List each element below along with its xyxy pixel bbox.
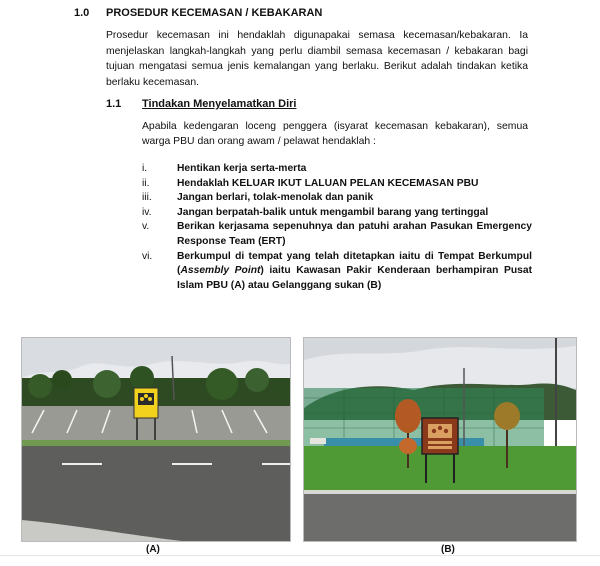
- road: [304, 494, 576, 541]
- list-item: [142, 220, 532, 249]
- list-text-part: ) iaitu Kawasan Pakir Kenderaan berhampiran Pusat Islam PBU (A) atau Gelanggang sukan (B): [177, 265, 532, 291]
- list-text: Hendaklah KELUAR IKUT LALUAN PELAN KECEMASAN PBU: [177, 177, 479, 189]
- list-item: [142, 191, 532, 206]
- list-marker: vi.: [142, 250, 153, 262]
- page-bottom-edge: [0, 555, 600, 566]
- list-marker: iii.: [142, 192, 152, 204]
- list-marker: ii.: [142, 177, 150, 189]
- assembly-place-label: Tempat Berkumpul: [438, 250, 532, 262]
- section-intro: Prosedur kecemasan ini hendaklah digunapakai semasa kecemasan/kebakaran. Ia menjelaskan langkah-langkah yang perlu diambil semasa kecemasan / kebakaran bagi tujuan mengatasi semua jenis kemalangan yang berlaku. Berikut adalah tindakan ketika berlaku kecemasan.: [106, 30, 528, 88]
- figure-caption-b: (B): [441, 544, 455, 555]
- section-number: 1.0: [74, 7, 90, 19]
- list-text: Berikan kerjasama sepenuhnya dan patuhi arahan Pasukan Emergency Response Team (ERT): [177, 221, 532, 247]
- list-text-part: (: [177, 265, 181, 277]
- list-marker: iv.: [142, 206, 152, 218]
- photo-sports-court-image: [304, 338, 576, 541]
- list-item: [142, 177, 532, 192]
- list-text: Jangan berpatah-balik untuk mengambil barang yang tertinggal: [177, 206, 489, 218]
- photo-parking-lot-image: [22, 338, 290, 541]
- list-text: Hentikan kerja serta-merta: [177, 163, 307, 174]
- assembly-point-term: Assembly Point: [180, 265, 261, 277]
- section-title: PROSEDUR KECEMASAN / KEBAKARAN: [106, 7, 323, 19]
- subsection-title: Tindakan Menyelamatkan Diri: [142, 98, 297, 110]
- list-marker: i.: [142, 163, 148, 174]
- list-item: [142, 250, 532, 294]
- subsection-number: 1.1: [106, 98, 122, 110]
- list-marker: v.: [142, 221, 150, 233]
- list-text: Jangan berlari, tolak-menolak dan panik: [177, 192, 374, 204]
- subsection-intro: Apabila kedengaran loceng penggera (isyarat kecemasan kebakaran), semua warga PBU dan orang awam / pelawat hendaklah :: [142, 121, 528, 147]
- photo-parking-lot: [21, 337, 291, 542]
- figure-caption-a: (A): [146, 544, 160, 555]
- list-item: [142, 162, 532, 177]
- list-text-part: Berkumpul di tempat yang telah ditetapkan iaitu di: [177, 250, 439, 262]
- photo-sports-court: [303, 337, 577, 542]
- list-item: [142, 206, 532, 221]
- bench: [310, 438, 326, 444]
- action-list: [142, 162, 532, 293]
- list-text: [177, 250, 532, 294]
